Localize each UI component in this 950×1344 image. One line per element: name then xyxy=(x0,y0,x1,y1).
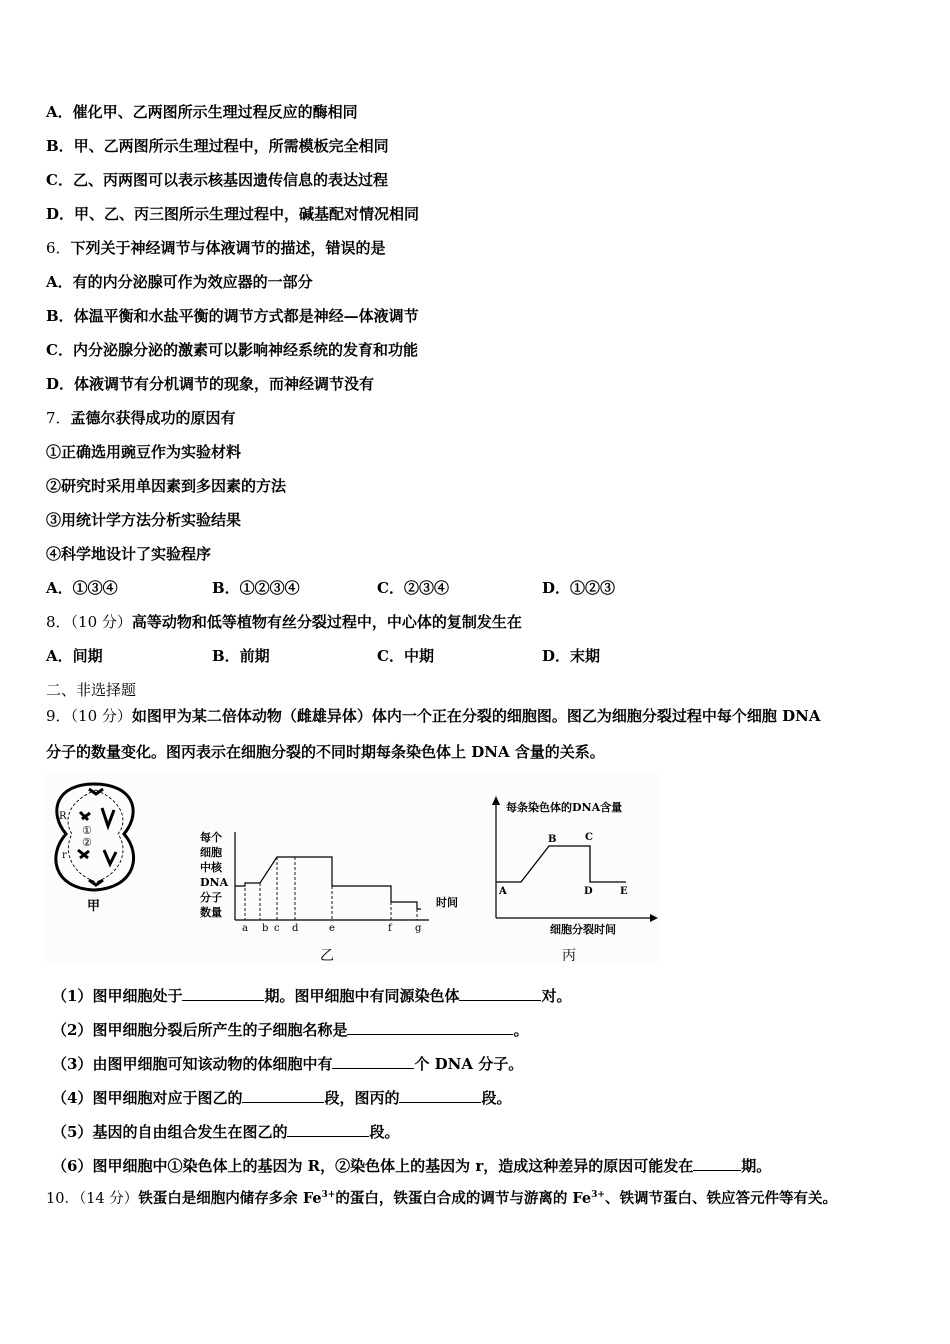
q9-sub-5 xyxy=(52,1121,399,1142)
q9-sub-6 xyxy=(52,1155,771,1176)
q9-sub-6-text2: 期。 xyxy=(741,1157,772,1175)
q9-sub-4-text2: 段，图丙的 xyxy=(324,1089,400,1107)
q9-sub-6-text1: 图甲细胞中①染色体上的基因为 R，②染色体上的基因为 r，造成这种差异的原因可能发在 xyxy=(92,1157,694,1175)
q6-number: 6． xyxy=(46,239,71,257)
q9-sub-1-text1: 图甲细胞处于 xyxy=(92,987,183,1005)
q9-sub-4-text3: 段。 xyxy=(481,1089,512,1107)
jia-mark-1: ① xyxy=(82,824,92,837)
q9-sub-3-number: （3） xyxy=(52,1055,93,1073)
q5-option-c: C．乙、丙两图可以表示核基因遗传信息的表达过程 xyxy=(46,171,388,189)
q5-option-d: D．甲、乙、丙三图所示生理过程中，碱基配对情况相同 xyxy=(46,205,420,223)
q9-sub-5-number: （5） xyxy=(52,1123,93,1141)
bing-point-E: E xyxy=(620,886,628,897)
yi-ylabel-6: 数量 xyxy=(200,906,222,919)
yi-tick-a: a xyxy=(242,923,248,934)
answer-blank[interactable] xyxy=(287,1121,369,1137)
yi-ylabel-2: 细胞 xyxy=(200,846,222,859)
q9-sub-4-number: （4） xyxy=(52,1089,93,1107)
q9-sub-1 xyxy=(52,985,571,1006)
q6-option-c: C．内分泌腺分泌的激素可以影响神经系统的发育和功能 xyxy=(46,341,418,359)
q9-number: 9． xyxy=(46,707,71,725)
q9-stem-line1-text: 如图甲为某二倍体动物（雌雄异体）体内一个正在分裂的细胞图。图乙为细胞分裂过程中每个细胞 DNA xyxy=(131,707,821,725)
q6-option-b: B．体温平衡和水盐平衡的调节方式都是神经—体液调节 xyxy=(46,307,419,325)
q10-sup1: 3+ xyxy=(321,1190,336,1201)
yi-tick-c: c xyxy=(274,923,280,934)
answer-blank[interactable] xyxy=(242,1087,324,1103)
q8-number: 8． xyxy=(46,613,71,631)
yi-ylabel-1: 每个 xyxy=(200,831,222,844)
bing-point-B: B xyxy=(548,834,557,845)
q9-stem-line1 xyxy=(46,706,821,726)
yi-tick-d: d xyxy=(292,923,299,934)
yi-tick-g: g xyxy=(415,923,422,934)
bing-point-D: D xyxy=(584,886,593,897)
yi-label: 乙 xyxy=(320,948,334,962)
q7-option-d: D．①②③ xyxy=(542,579,616,597)
q9-figure xyxy=(44,772,660,962)
answer-blank[interactable] xyxy=(182,985,264,1001)
q7-item-3: ③用统计学方法分析实验结果 xyxy=(46,511,242,529)
q9-sub-1-text2: 期。图甲细胞中有同源染色体 xyxy=(264,987,460,1005)
q10-sup2: 3+ xyxy=(591,1190,605,1201)
q10-text2: 的蛋白，铁蛋白合成的调节与游离的 Fe xyxy=(335,1190,592,1207)
q5-option-a: A．催化甲、乙两图所示生理过程反应的酶相同 xyxy=(46,103,358,121)
q9-sub-3 xyxy=(52,1053,523,1074)
q6-option-d: D．体液调节有分机调节的现象，而神经调节没有 xyxy=(46,375,375,393)
bing-point-C: C xyxy=(585,832,593,843)
answer-blank[interactable] xyxy=(459,985,541,1001)
answer-blank[interactable] xyxy=(347,1019,513,1035)
q8-option-d: D．末期 xyxy=(542,647,601,665)
q7-item-2: ②研究时采用单因素到多因素的方法 xyxy=(46,477,287,495)
jia-mark-R: R xyxy=(59,811,67,822)
q7-item-1: ①正确选用豌豆作为实验材料 xyxy=(46,443,242,461)
q7-stem xyxy=(46,408,236,428)
q9-sub-3-text2: 个 DNA 分子。 xyxy=(414,1055,524,1073)
q8-option-a: A．间期 xyxy=(46,647,103,665)
q9-sub-5-text1: 基因的自由组合发生在图乙的 xyxy=(92,1123,288,1141)
bing-label: 丙 xyxy=(562,948,576,962)
q9-sub-3-text1: 由图甲细胞可知该动物的体细胞中有 xyxy=(92,1055,333,1073)
q10-text1: 铁蛋白是细胞内储存多余 Fe xyxy=(138,1190,322,1207)
yi-ylabel-4: DNA xyxy=(200,876,229,889)
q10-number: 10． xyxy=(46,1191,79,1207)
q8-stem xyxy=(46,612,522,632)
q8-option-c: C．中期 xyxy=(377,647,434,665)
bing-ylabel: 每条染色体的DNA含量 xyxy=(506,801,623,814)
q10-stem xyxy=(46,1189,837,1209)
q6-option-a: A．有的内分泌腺可作为效应器的一部分 xyxy=(46,273,313,291)
q10-score: （14 分） xyxy=(78,1191,139,1207)
yi-tick-f: f xyxy=(388,923,392,934)
q7-option-a: A．①③④ xyxy=(46,579,118,597)
q5-option-b: B．甲、乙两图所示生理过程中，所需模板完全相同 xyxy=(46,137,389,155)
jia-mark-r: r xyxy=(62,850,67,861)
yi-tick-e: e xyxy=(329,923,335,934)
answer-blank[interactable] xyxy=(332,1053,414,1069)
jia-label: 甲 xyxy=(87,899,101,914)
yi-tick-b: b xyxy=(262,923,269,934)
answer-blank[interactable] xyxy=(693,1155,741,1171)
yi-ylabel-3: 中核 xyxy=(200,861,222,874)
q7-option-c: C．②③④ xyxy=(377,579,449,597)
q9-sub-2-text1: 图甲细胞分裂后所产生的子细胞名称是 xyxy=(92,1021,348,1039)
q8-option-b: B．前期 xyxy=(212,647,270,665)
q9-sub-5-text2: 段。 xyxy=(369,1123,400,1141)
q9-sub-4 xyxy=(52,1087,511,1108)
q9-sub-2-text2: 。 xyxy=(513,1021,529,1039)
q7-number: 7． xyxy=(46,409,71,427)
q8-score: （10 分） xyxy=(70,613,132,631)
q10-text3: 、铁调节蛋白、铁应答元件等有关。 xyxy=(604,1190,837,1207)
q9-sub-1-text3: 对。 xyxy=(541,987,572,1005)
q8-stem-text: 高等动物和低等植物有丝分裂过程中，中心体的复制发生在 xyxy=(131,613,522,631)
q7-option-b: B．①②③④ xyxy=(212,579,300,597)
q9-sub-2-number: （2） xyxy=(52,1021,93,1039)
section-title: 二、非选择题 xyxy=(46,681,137,699)
q9-sub-1-number: （1） xyxy=(52,987,93,1005)
q7-item-4: ④科学地设计了实验程序 xyxy=(46,545,212,563)
bing-point-A: A xyxy=(499,886,507,897)
q9-sub-4-text1: 图甲细胞对应于图乙的 xyxy=(92,1089,243,1107)
q9-sub-6-number: （6） xyxy=(52,1157,93,1175)
answer-blank[interactable] xyxy=(399,1087,481,1103)
q6-stem-text: 下列关于神经调节与体液调节的描述，错误的是 xyxy=(70,239,386,257)
q9-score: （10 分） xyxy=(70,707,132,725)
yi-ylabel-5: 分子 xyxy=(200,891,222,904)
yi-xlabel: 时间 xyxy=(436,896,458,909)
jia-mark-2: ② xyxy=(82,836,92,849)
q9-sub-2 xyxy=(52,1019,528,1040)
q7-stem-text: 孟德尔获得成功的原因有 xyxy=(70,409,236,427)
q6-stem xyxy=(46,238,386,258)
bing-xlabel: 细胞分裂时间 xyxy=(550,923,616,936)
q9-stem-line2: 分子的数量变化。图丙表示在细胞分裂的不同时期每条染色体上 DNA 含量的关系。 xyxy=(46,743,605,761)
